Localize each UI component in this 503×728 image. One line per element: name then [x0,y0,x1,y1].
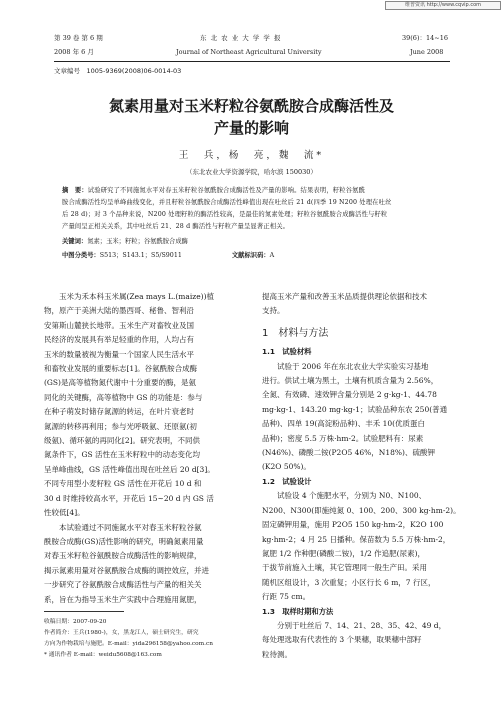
clc-label: 中图分类号： [62,252,100,259]
left-column [44,290,250,607]
body-line: 分别于吐丝后 7、14、21、28、35、42、49 d， [277,620,447,630]
body-line: (GS)是高等植物氮代谢中十分重要的酶，是氨 [44,378,196,388]
abstract-line: 胺合成酶活性均呈单峰曲线变化，并且籽粒谷氨酰胺合成酶活性峰值出现在吐丝后 21 d(四季 19 N200 处理在吐丝 [62,199,392,206]
header-journal-cn: 东 北 农 业 大 学 学 报 [200,34,282,42]
affiliation: （东北农业大学资源学院，哈尔滨 150030） [186,168,317,176]
body-line: 级氨)、循环氨的再同化[2]。研究表明，不同供 [44,436,201,446]
header-rule [54,61,450,62]
authors: 王 兵，杨 亮，魏 流* [178,150,325,161]
footnote-received: 收稿日期：2007-09-20 [44,619,107,625]
body-line: 进行。供试土壤为黑土，土壤有机质含量为 2.56%， [262,376,439,386]
abstract-label: 摘 要： [62,187,88,194]
body-line: kg·hm-2；4 月 25 日播种。保苗数为 5.5 万株·hm-2， [262,534,451,544]
body-line: 玉米的数量被视为衡量一个国家人民生活水平 [44,349,194,359]
header-pages: 39(6)：14~16 [402,34,448,42]
keywords-label: 关键词： [62,238,88,245]
article-number: 文章编号 1005-9369(2008)06-0014-03 [54,67,182,75]
subsection-heading: 1.1 试验材料 [262,347,312,357]
body-line: (K2O 50%)。 [262,462,311,472]
title-line-1: 氮素用量对玉米籽粒谷氨酰胺合成酶活性及 [108,97,394,115]
subsection-heading: 1.3 取样时期和方法 [262,606,334,616]
body-line: 提高玉米产量和改善玉米品质提供理论依据和技术 [262,292,427,301]
body-line: mg·kg-1、143.20 mg·kg-1；试验品种东农 250(普通 [262,404,448,414]
body-line: 氮肥 1/2 作种肥(磷酸二铵)，1/2 作追肥(尿素)， [262,548,425,558]
body-line: 粒待测。 [262,649,292,659]
subsection-heading: 1.2 试验设计 [262,476,312,486]
doc-code-label: 文献标识码： [231,252,270,259]
body-line: 酰胺合成酶(GS)活性影响的研究，明确氮素用量 [44,536,204,546]
footnotes [44,617,254,661]
body-line: 同化的关键酶，高等植物中 GS 的功能是：参与 [44,392,203,402]
body-line: 氮条件下，GS 活性在玉米籽粒中的动态变化均 [44,450,201,460]
body-line: 于拔节前施入土壤，其它管理同一般生产田。采用 [262,563,427,573]
watermark: 维普资讯 http://www.cqvip.com [385,1,501,10]
header-date-en: June 2008 [410,48,444,56]
abstract [62,185,434,233]
body-line: 呈单峰曲线，GS 活性峰值出现在吐丝后 20 d[3]。 [44,464,215,474]
body-line: 固定磷钾用量，施用 P2O5 150 kg·hm-2，K2O 100 [262,520,444,530]
body-line: 试验设 4 个施肥水平，分别为 N0、N100、 [277,491,427,501]
abstract-line: 试验研究了不同施氮水平对春玉米籽粒谷氨酰胺合成酶活性及产量的影响。结果表明，籽粒谷氨酰 [87,187,366,194]
body-line: 品种)；密度 5.5 万株·hm-2。试验肥料有：尿素 [262,433,424,443]
footnote-corresponding: * 通讯作者 E-mail：weidu5608@163.com [44,652,162,658]
body-line: 一步研究了谷氨酰胺合成酶活性与产量的相关关 [44,580,202,590]
classification-row [62,250,274,259]
abstract-line: 后 28 d)；对 3 个品种来说，N200 处理籽粒的酶活性较高，是最佳的氮素处理；籽粒谷氨酰胺合成酶活性与籽粒 [62,211,388,218]
body-line: 玉米为禾本科玉米属(Zea mays L.(maize))植 [59,292,214,301]
body-line: 品种)、四单 19(高淀粉品种)、丰禾 10(优质蛋白 [262,419,426,429]
title-line-2: 产量的影响 [213,119,289,137]
keywords: 氮素；玉米；籽粒；谷氨酰胺合成酶 [87,238,188,245]
footnote-author-cont: 方向为作物栽培与施肥。E-mail：yida296158@yahoo.com.cn [44,641,213,647]
body-line: N200、N300(即施纯氮 0、100、200、300 kg·hm-2)。 [262,505,461,515]
body-line: 在种子萌发时储存氮源的转运，在叶片衰老时 [44,407,194,417]
footnote-author: 作者简介：王兵(1980-)，女，黑龙江人，硕士研究生，研究 [44,630,199,636]
body-line: 氮源的转移再利用；参与光呼吸氨、还原氨(初 [44,421,197,431]
body-line: 不同专用型小麦籽粒 GS 活性在开花后 10 d 和 [44,479,202,489]
body-line: (N46%)、磷酸二铵(P2O5 46%，N18%)、硫酸钾 [262,448,435,458]
body-line: 系，旨在为指导玉米生产实践中合理施用氮肥， [44,594,202,604]
body-line: 30 d 时维持较高水平，开花后 15~20 d 内 GS 活 [44,493,214,503]
body-line: 行距 75 cm。 [262,592,311,602]
body-line: 随机区组设计，3 次重复；小区行长 6 m，7 行区， [262,577,436,587]
body-line: 试验于 2006 年在东北农业大学实验实习基地 [277,361,429,371]
keywords-row [62,236,188,245]
body-line: 揭示氮素用量对谷氨酰胺合成酶的调控效应，并进 [44,565,209,575]
body-line: 对春玉米籽粒谷氨酰胺合成酶活性的影响规律， [44,551,202,561]
body-line: 全氮、有效磷、速效钾含量分别是 2 g·kg-1、44.78 [262,390,437,400]
doc-code: A [269,252,275,259]
body-line: 民经济的发展具有举足轻重的作用，人均占有 [44,335,194,345]
body-line: 安第斯山麓狭长地带。玉米生产对畜牧业及国 [44,320,194,330]
clc-code: S513；S143.1；S5/S9011 [99,252,182,259]
footnote-rule [44,611,124,612]
body-line: 支持。 [262,306,285,316]
header-date: 2008 年 6 月 [54,48,94,56]
section-heading: 1 材料与方法 [262,327,329,339]
right-column [262,290,462,662]
header-journal-en: Journal of Northeast Agricultural University [176,48,322,56]
body-line: 物，原产于美洲大陆的墨西哥、秘鲁、智利沿 [44,306,194,316]
header-volume: 第 39 卷 第 6 期 [54,34,103,42]
body-line: 和畜牧业发展的重要标志[1]。谷氨酰胺合成酶 [44,364,198,374]
abstract-line: 产量间呈正相关关系，其中吐丝后 21、28 d 酶活性与籽粒产量呈显著正相关。 [62,223,290,230]
body-line: 性较低[4]。 [44,508,85,518]
body-line: 每处理选取有代表性的 3 个果穗，取果穗中部籽 [262,635,422,645]
body-line: 本试验通过不同施氮水平对春玉米籽粒谷氨 [59,522,202,532]
